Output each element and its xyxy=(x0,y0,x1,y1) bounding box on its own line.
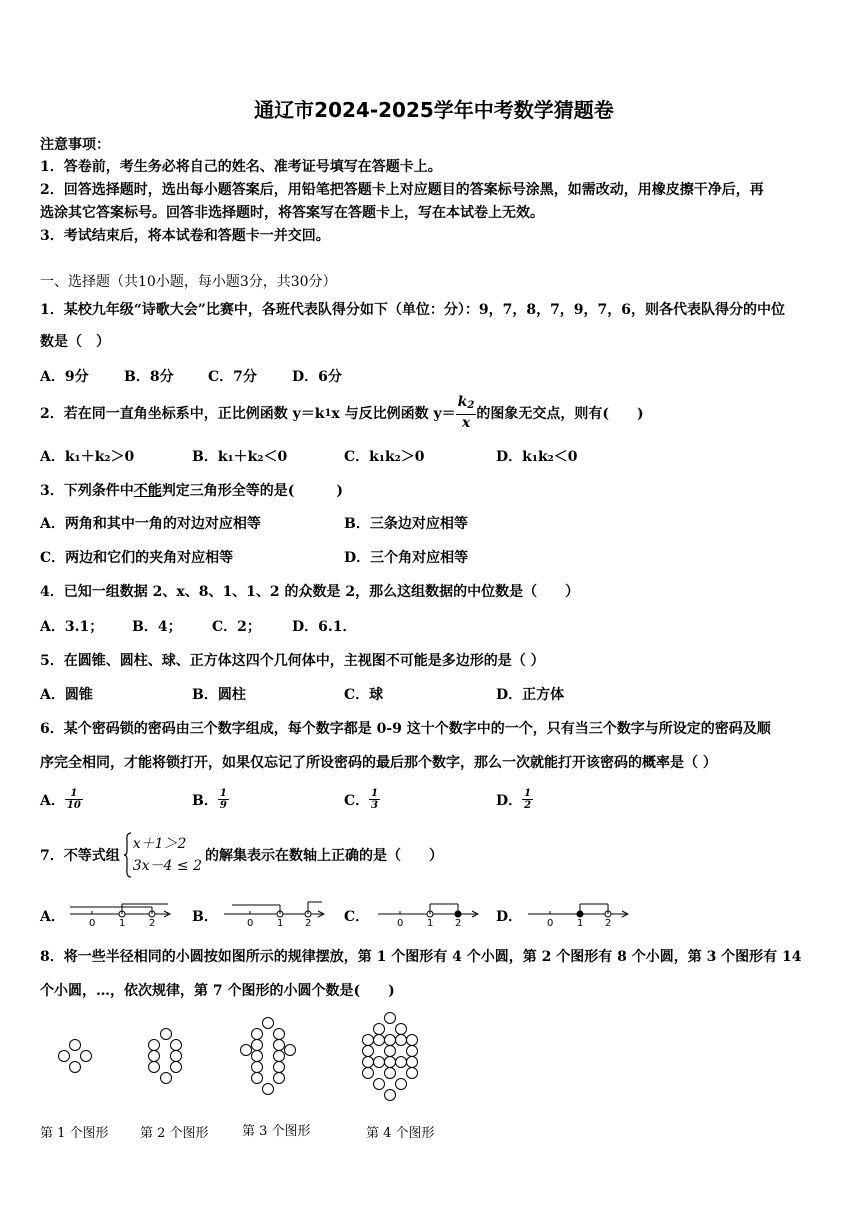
q3-option-b: B．三条边对应相等 xyxy=(344,516,468,532)
tick-label-0: 0 xyxy=(247,918,254,928)
q7-post: 的解集表示在数轴上正确的是（ ） xyxy=(205,848,443,864)
q1-option-c: C．7分 xyxy=(208,369,257,385)
q3-underlined: 不能 xyxy=(133,483,162,499)
tick-label-1: 1 xyxy=(119,918,126,928)
notice-item-1: 1．答卷前，考生务必将自己的姓名、准考证号填写在答题卡上。 xyxy=(40,159,442,175)
q7-numberline-c xyxy=(376,898,482,928)
notice-heading: 注意事项： xyxy=(40,137,110,153)
q6-option-a-label: A． xyxy=(40,792,65,809)
notice-item-2: 2．回答选择题时，选出每小题答案后，用铅笔把答题卡上对应题目的答案标号涂黑，如需改动，用橡皮擦干净后，再 xyxy=(40,182,764,198)
q6-option-a-fraction: $\frac{1}{10}$ xyxy=(66,788,81,811)
q7-ineq-2: 3x－4 ≤ 2 xyxy=(132,858,202,874)
q2-frac-num: k xyxy=(457,394,468,410)
q6-option-c xyxy=(344,788,380,811)
q7-option-d: D． xyxy=(496,909,523,925)
q2-option-b: B．k₁＋k₂＜0 xyxy=(192,449,288,465)
q5-option-a: A．圆锥 xyxy=(40,687,93,703)
q8-line2: 个小圆，…，依次规律，第 7 个图形的小圆个数是( ) xyxy=(40,983,395,999)
q6-option-a xyxy=(40,788,83,811)
tick-label-2: 2 xyxy=(305,918,312,928)
q1-line2: 数是（ ） xyxy=(40,334,110,350)
q8-figure-1 xyxy=(59,1040,92,1073)
q3-option-a: A．两角和其中一角的对边对应相等 xyxy=(40,516,261,532)
tick-label-2: 2 xyxy=(455,918,462,928)
q7-pre: 7．不等式组 xyxy=(40,848,120,864)
q4-option-d: D．6.1． xyxy=(292,619,357,635)
q7-numberline-b xyxy=(222,898,328,928)
q4-stem: 4．已知一组数据 2、x、8、1、1、2 的众数是 2，那么这组数据的中位数是（ ） xyxy=(40,584,580,600)
q4-option-a: A．3.1； xyxy=(40,619,104,635)
q2-option-c: C．k₁k₂＞0 xyxy=(344,449,425,465)
q8-figure-label-3: 第 3 个图形 xyxy=(242,1124,311,1139)
q2-fraction xyxy=(456,394,477,432)
q2-frac-num-sub: 2 xyxy=(467,400,475,411)
q6-option-d-fraction: $\frac{1}{2}$ xyxy=(524,788,532,811)
q4-option-c: C．2； xyxy=(212,619,261,635)
q7-numberline-a xyxy=(68,898,174,928)
q7-option-a: A． xyxy=(40,909,65,925)
q6-option-d-label: D． xyxy=(496,792,523,809)
q5-option-c: C．球 xyxy=(344,687,384,703)
page-title: 通辽市2024-2025学年中考数学猜题卷 xyxy=(254,98,614,122)
tick-label-1: 1 xyxy=(277,918,284,928)
q8-figure-label-1: 第 1 个图形 xyxy=(40,1126,109,1141)
tick-label-2: 2 xyxy=(149,918,156,928)
q1-line1: 1．某校九年级“诗歌大会”比赛中，各班代表队得分如下（单位：分）：9，7，8，7，9，7，6，则各代表队得分的中位 xyxy=(40,302,786,318)
q7-stem xyxy=(40,830,443,880)
q3-option-d: D．三个角对应相等 xyxy=(344,550,469,566)
q6-option-c-fraction: $\frac{1}{3}$ xyxy=(371,788,379,811)
q3-option-c: C．两边和它们的夹角对应相等 xyxy=(40,550,234,566)
q1-option-d: D．6分 xyxy=(292,369,342,385)
q7-system xyxy=(123,831,202,879)
q8-figure-label-4: 第 4 个图形 xyxy=(366,1126,435,1141)
q8-circle-figures xyxy=(40,1010,460,1110)
q6-line1: 6．某个密码锁的密码由三个数字组成，每个数字都是 0-9 这十个数字中的一个，只有当三个数字与所设定的密码及顺 xyxy=(40,721,771,737)
q2-post: 的图象无交点，则有( ) xyxy=(476,406,644,422)
q7-inequalities xyxy=(133,833,202,877)
q1-option-b: B．8分 xyxy=(124,369,174,385)
q2-frac-den: x xyxy=(461,415,471,431)
q6-option-b-fraction: $\frac{1}{9}$ xyxy=(219,788,227,811)
q8-line1: 8．将一些半径相同的小圆按如图所示的规律摆放，第 1 个图形有 4 个小圆，第 2 个图形有 8 个小圆，第 3 个图形有 14 xyxy=(40,949,802,965)
q1-option-a: A．9分 xyxy=(40,369,89,385)
q6-option-b xyxy=(192,788,229,811)
tick-label-2: 2 xyxy=(605,918,612,928)
tick-label-0: 0 xyxy=(89,918,96,928)
q2-stem xyxy=(40,395,644,431)
q2-option-a: A．k₁＋k₂＞0 xyxy=(40,449,135,465)
q3-pre: 3．下列条件中 xyxy=(40,483,134,499)
q8-figure-3 xyxy=(241,1018,296,1095)
q3-post: 判定三角形全等的是( ) xyxy=(161,483,343,499)
q2-option-d: D．k₁k₂＜0 xyxy=(496,449,578,465)
tick-label-1: 1 xyxy=(577,918,584,928)
tick-label-0: 0 xyxy=(547,918,554,928)
notice-item-2-cont: 选涂其它答案标号。回答非选择题时，将答案写在答题卡上，写在本试卷上无效。 xyxy=(40,205,544,221)
q3-stem xyxy=(40,480,343,500)
q6-option-b-label: B． xyxy=(192,792,218,809)
q7-option-b: B． xyxy=(192,909,218,925)
q2-k1-sub: 1 xyxy=(324,407,332,419)
tick-label-0: 0 xyxy=(397,918,404,928)
section-heading: 一、选择题（共10小题，每小题3分，共30分） xyxy=(40,274,337,290)
notice-item-3: 3．考试结束后，将本试卷和答题卡一并交回。 xyxy=(40,228,330,244)
q2-pre: 2．若在同一直角坐标系中，正比例函数 y＝k xyxy=(40,406,325,422)
q7-numberline-d xyxy=(526,898,632,928)
q5-stem: 5．在圆锥、圆柱、球、正方体这四个几何体中，主视图不可能是多边形的是（ ） xyxy=(40,653,545,669)
q4-option-b: B．4； xyxy=(132,619,182,635)
q6-line2: 序完全相同，才能将锁打开，如果仅忘记了所设密码的最后那个数字，那么一次就能打开该密码的概率是（ ） xyxy=(40,755,717,771)
q8-figure-label-2: 第 2 个图形 xyxy=(140,1126,209,1141)
q8-figure-2 xyxy=(149,1029,182,1084)
q5-option-d: D．正方体 xyxy=(496,687,565,703)
left-brace-icon xyxy=(123,831,133,879)
q7-ineq-1: x＋1＞2 xyxy=(132,836,187,852)
q6-option-d xyxy=(496,788,533,811)
q7-option-c: C． xyxy=(344,909,370,925)
q5-option-b: B．圆柱 xyxy=(192,687,246,703)
q2-mid: x 与反比例函数 y＝ xyxy=(331,406,456,422)
q6-option-c-label: C． xyxy=(344,792,370,809)
q8-figure-4 xyxy=(363,1013,418,1101)
tick-label-1: 1 xyxy=(427,918,434,928)
